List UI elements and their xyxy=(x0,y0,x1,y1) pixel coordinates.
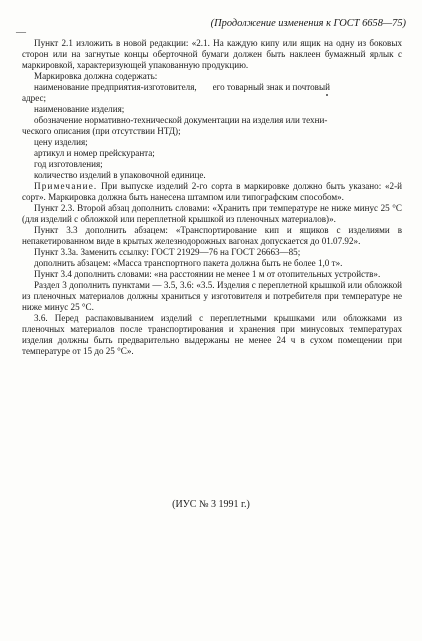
list-item-article: артикул и номер прейскуранта; xyxy=(34,148,155,158)
list-item-manufacturer-cont: адрес; xyxy=(22,93,47,103)
list-item-documentation: обозначение нормативно-технической документации на изделия или техни- xyxy=(34,115,328,125)
note-text: При выпуске изделий 2-го сорта в маркировке должно быть указано: «2-й сорт». Маркировка должна быть нанесена штампом или типографским способом». xyxy=(22,181,402,202)
margin-dash: — xyxy=(16,27,26,38)
list-item-manufacturer: наименование предприятия-изготовителя, его товарный знак и почтовый xyxy=(34,82,330,92)
paragraph-section-3-add: Раздел 3 дополнить пунктами — 3.5, 3.6: «3.5. Изделия с переплетной крышкой или обложкой из пленочных материалов должны храниться у изготовителя и потребителя при температуре не ниже минус 25 °С. xyxy=(22,280,402,312)
paragraph-clause-3-6: 3.6. Перед распаковыванием изделий с переплетными крышками или обложками из пленочных материалов после транспортирования и хранения при минусовых температурах изделия должны быть предварительно выдержаны не менее 24 ч в сухом помещении при температуре от 15 до 25 °С». xyxy=(22,313,402,356)
list-item-year: год изготовления; xyxy=(34,159,103,169)
paragraph-clause-2-1: Пункт 2.1 изложить в новой редакции: «2.1. На каждую кипу или ящик на одну из боковых сторон или на загнутые концы оберточной бумаги должен быть наклеен бумажный ярлык с маркировкой, характеризующей упакованную продукцию. xyxy=(22,38,402,70)
paragraph-clause-3-3: Пункт 3.3 дополнить абзацем: «Транспортирование кип и ящиков с изделиями в непакетированном виде в крытых железнодорожных вагонах допускается до 01.07.92». xyxy=(22,225,402,246)
paragraph-marking-intro: Маркировка должна содержать: xyxy=(34,71,158,81)
document-body xyxy=(22,38,402,357)
note-paragraph xyxy=(22,181,402,203)
list-item-product-name: наименование изделия; xyxy=(34,104,125,114)
list-item-quantity: количество изделий в упаковочной единице. xyxy=(34,170,206,180)
continuation-header: (Продолжение изменения к ГОСТ 6658—75) xyxy=(210,18,406,29)
paragraph-clause-3-3a: Пункт 3.3а. Заменить ссылку: ГОСТ 21929—76 на ГОСТ 26663—85; xyxy=(34,247,301,257)
source-reference: (ИУС № 3 1991 г.) xyxy=(172,499,250,510)
paragraph-pack-mass: дополнить абзацем: «Масса транспортного пакета должна быть не более 1,0 т». xyxy=(34,258,343,268)
note-label: Примечание. xyxy=(34,181,98,191)
list-item-documentation-cont: ческого описания (при отсутствии НТД); xyxy=(22,126,181,136)
paragraph-clause-2-3: Пункт 2.3. Второй абзац дополнить словами: «Хранить при температуре не ниже минус 25 °С (для изделий с обложкой или переплетной крышкой из пленочных материалов)». xyxy=(22,203,402,224)
paragraph-clause-3-4: Пункт 3.4 дополнить словами: «на расстоянии не менее 1 м от отопительных устройств». xyxy=(34,269,381,279)
list-item-price: цену изделия; xyxy=(34,137,88,147)
